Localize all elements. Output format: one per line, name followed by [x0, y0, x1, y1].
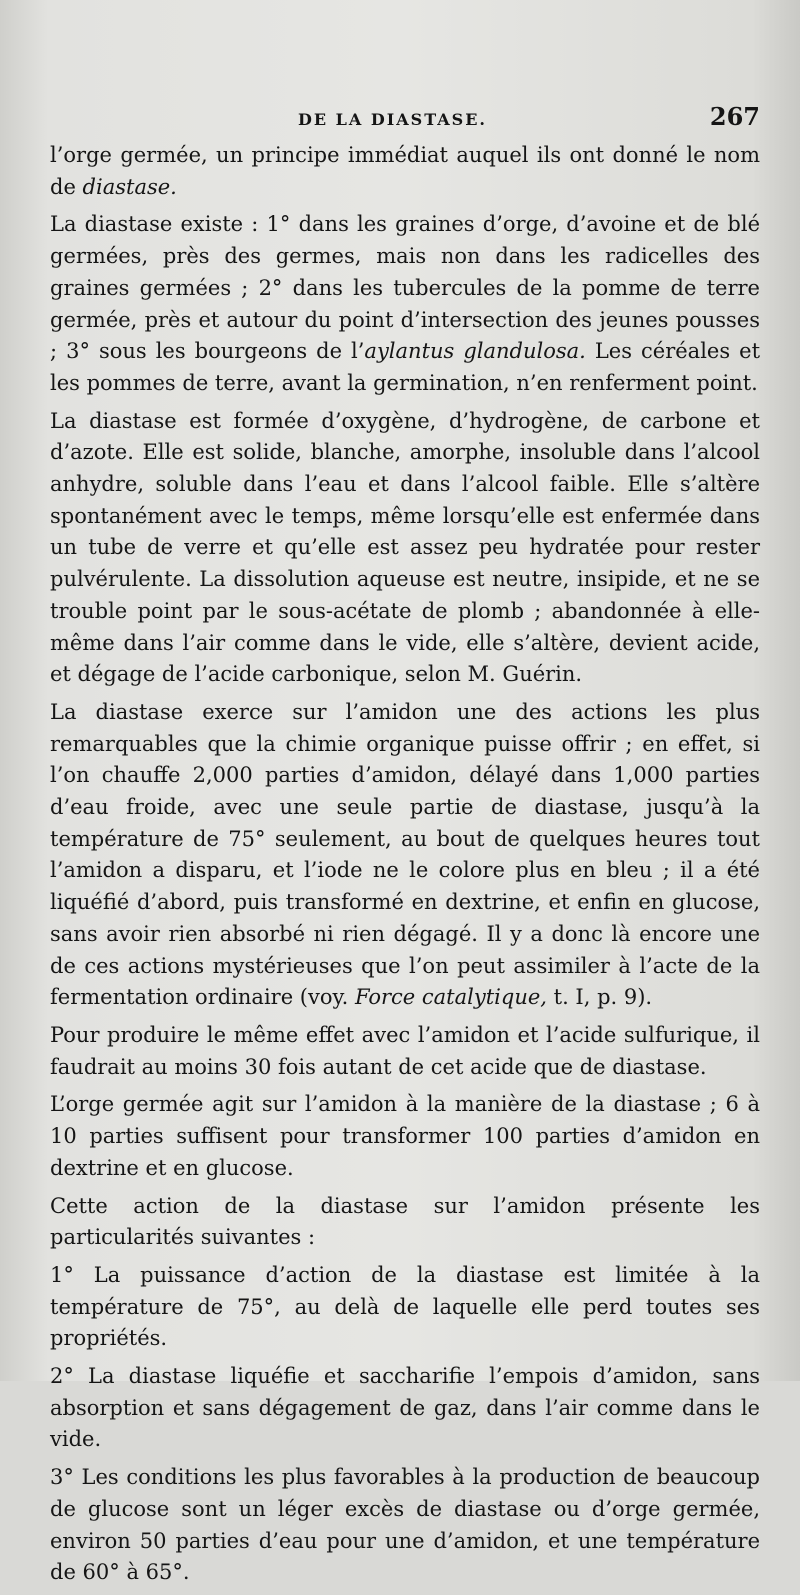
text-run: La diastase exerce sur l’amidon une des actions les plus remarquables que la chimie organique puisse offrir ; en effet, si l’on chauffe 2,000 parties d’amidon, délayé dans 1,000 parties d’eau froide, avec une seule partie de diastase, jusqu’à la température de 75° seulement, au bout de quelques heures tout l’amidon a disparu, et l’iode ne le colore plus en bleu ; il a été liquéfié d’abord, puis transformé en dextrine, et enfin en glucose, sans avoir rien absorbé ni rien dégagé. Il y a donc là encore une de ces actions mystérieuses que l’on peut assimiler à l’acte de la fermentation ordinaire (voy. [50, 699, 760, 1010]
paragraph [50, 697, 760, 1014]
page-header [48, 102, 760, 138]
text-run: 2° La diastase liquéfie et saccharifie l’empois d’amidon, sans absorption et sans dégagement de gaz, dans l’air comme dans le vide. [50, 1364, 760, 1452]
text-run: Pour produire le même effet avec l’amidon et l’acide sulfurique, il faudrait au moins 30 fois autant de cet acide que de diastase. [50, 1022, 760, 1079]
paragraph [50, 406, 760, 691]
paragraph [50, 1191, 760, 1254]
paragraph [50, 1020, 760, 1083]
italic-text: Force catalytique, [354, 985, 547, 1010]
paragraph [50, 209, 760, 399]
italic-text: diastase. [82, 174, 177, 199]
text-run: 1° La puissance d’action de la diastase est limitée à la température de 75°, au delà de laquelle elle perd toutes ses propriétés. [50, 1262, 760, 1351]
italic-text: aylantus glandulosa. [364, 339, 586, 364]
text-run: Cette action de la diastase sur l’amidon présente les particularités suivantes : [50, 1193, 760, 1250]
text-run: Les céréales et les pommes de terre, avant la germination, n’en renferment point. [50, 339, 761, 395]
paragraph [50, 1260, 760, 1355]
body-text [50, 140, 760, 1595]
text-run: l’orge germée, un principe immédiat auquel ils ont donné le nom de [50, 143, 760, 199]
text-run: t. I, p. 9). [546, 985, 653, 1010]
text-run: La diastase existe : 1° dans les graines d’orge, d’avoine et de blé germées, près des germes, mais non dans les radicelles des graines germées ; 2° dans les tubercules de la pomme de terre germée, près et autour du point d’intersection des jeunes pousses ; 3° sous les bourgeons de l’ [50, 212, 760, 364]
text-run: La diastase est formée d’oxygène, d’hydrogène, de carbone et d’azote. Elle est solide, blanche, amorphe, insoluble dans l’alcool anhydre, soluble dans l’eau et dans l’alcool faible. Elle s’altère spontanément avec le temps, même lorsqu’elle est enfermée dans un tube de verre et qu’elle est assez peu hydratée pour rester pulvérulente. La dissolution aqueuse est neutre, insipide, et ne se trouble point par le sous-acétate de plomb ; abandonnée à elle-même dans l’air comme dans le vide, elle s’altère, devient acide, et dégage de l’acide carbonique, selon M. Guérin. [50, 408, 760, 687]
paragraph [50, 1361, 760, 1456]
paragraph [50, 1089, 760, 1184]
text-run: L’orge germée agit sur l’amidon à la manière de la diastase ; 6 à 10 parties suffisent pour transformer 100 parties d’amidon en dextrine et en glucose. [50, 1092, 760, 1180]
page-number: 267 [709, 102, 760, 131]
running-head: DE LA DIASTASE. [298, 110, 487, 129]
paragraph [50, 1462, 760, 1589]
paragraph-continuation [50, 140, 760, 203]
text-run: 3° Les conditions les plus favorables à la production de beaucoup de glucose sont un léger excès de diastase ou d’orge germée, environ 50 parties d’eau pour une d’amidon, et une température de 60° à 65°. [50, 1465, 760, 1585]
